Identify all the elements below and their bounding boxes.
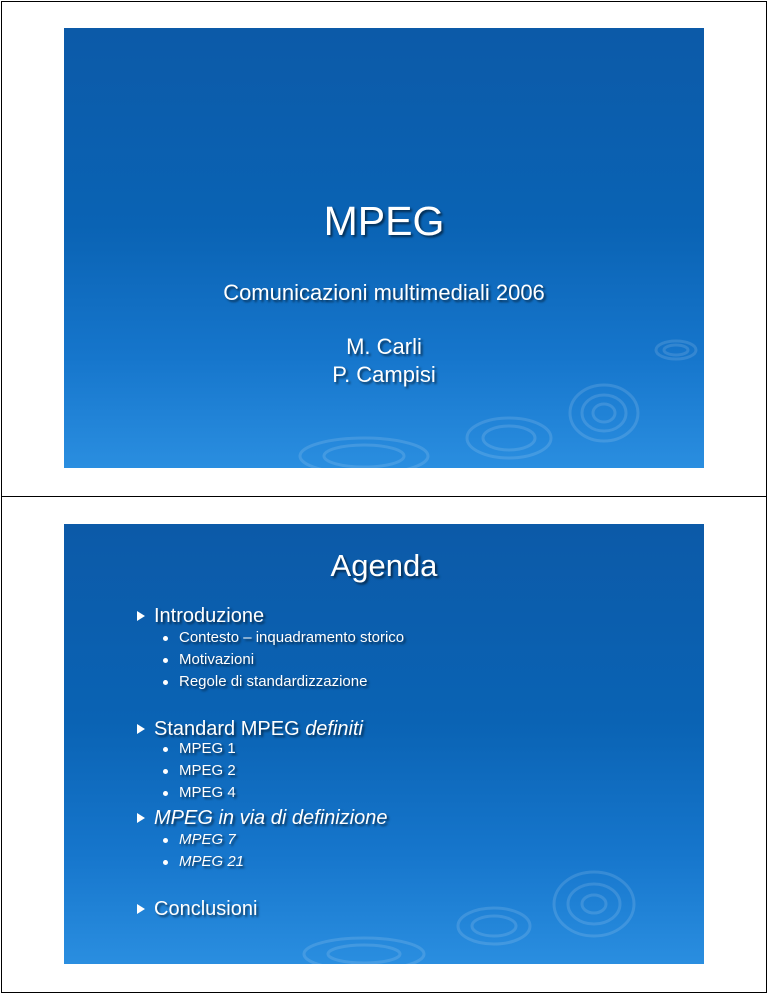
dot-bullet-icon <box>163 680 168 685</box>
agenda-item <box>179 740 236 758</box>
agenda-item-label: Motivazioni <box>179 651 255 668</box>
agenda-item <box>179 651 254 669</box>
slide-agenda <box>64 524 704 964</box>
agenda-item <box>179 784 236 802</box>
agenda-section-in-definizione <box>154 806 387 830</box>
slide-subtitle: Comunicazioni multimediali 2006 <box>223 280 545 305</box>
agenda-item-label: MPEG 1 <box>179 740 236 757</box>
agenda-item-label: MPEG 7 <box>179 831 236 848</box>
agenda-item-label: MPEG 4 <box>179 784 236 801</box>
agenda-item <box>179 629 404 647</box>
dot-bullet-icon <box>163 636 168 641</box>
slide-title <box>64 28 704 468</box>
arrow-bullet-icon <box>137 813 145 823</box>
agenda-section-label-italic: definiti <box>305 718 363 740</box>
agenda-section-conclusioni <box>154 897 257 921</box>
agenda-section-label: Standard MPEG <box>154 718 306 740</box>
agenda-section-label: MPEG in via di definizione <box>154 807 388 829</box>
dot-bullet-icon <box>163 791 168 796</box>
agenda-item-label: Regole di standardizzazione <box>179 673 368 690</box>
agenda-section-standard <box>154 717 363 741</box>
author-name: M. Carli <box>346 334 422 359</box>
agenda-item <box>179 831 236 849</box>
arrow-bullet-icon <box>137 904 145 914</box>
arrow-bullet-icon <box>137 724 145 734</box>
agenda-item-label: Contesto – inquadramento storico <box>179 629 405 646</box>
ripple-decoration <box>64 28 704 468</box>
agenda-item <box>179 762 236 780</box>
agenda-item <box>179 853 244 871</box>
agenda-title: Agenda <box>330 548 438 583</box>
arrow-bullet-icon <box>137 611 145 621</box>
agenda-section-label: Conclusioni <box>154 898 258 920</box>
slide-title-text: MPEG <box>323 198 445 244</box>
agenda-item <box>179 673 367 691</box>
dot-bullet-icon <box>163 769 168 774</box>
agenda-section-label: Introduzione <box>154 605 265 627</box>
agenda-item-label: MPEG 2 <box>179 762 236 779</box>
dot-bullet-icon <box>163 860 168 865</box>
dot-bullet-icon <box>163 838 168 843</box>
agenda-section-introduzione <box>154 604 264 628</box>
agenda-item-label: MPEG 21 <box>179 853 245 870</box>
author-name: P. Campisi <box>332 362 436 387</box>
dot-bullet-icon <box>163 658 168 663</box>
dot-bullet-icon <box>163 747 168 752</box>
